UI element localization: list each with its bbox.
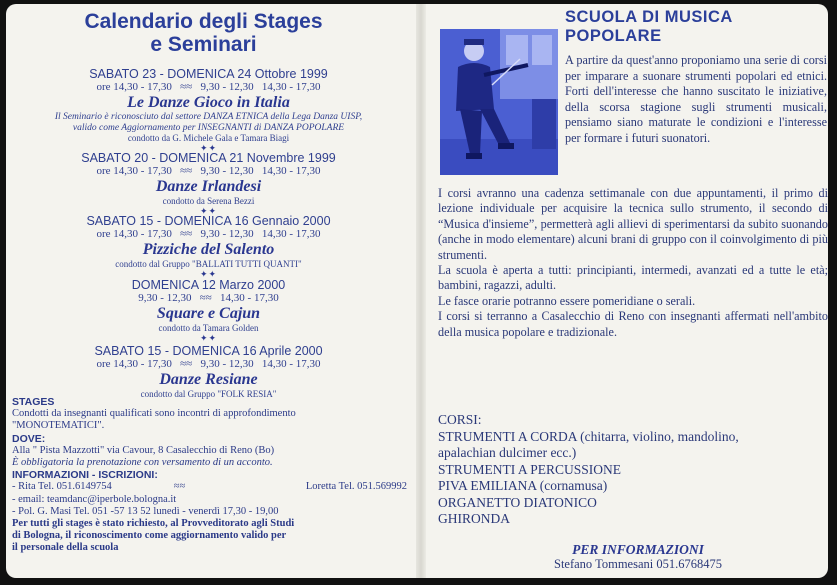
course-item: STRUMENTI A PERCUSSIONE <box>438 461 622 477</box>
course-item: PIVA EMILIANA (cornamusa) <box>438 478 608 493</box>
event-date: SABATO 23 - DOMENICA 24 Ottobre 1999 <box>89 67 328 81</box>
courses-heading: CORSI: <box>438 412 482 427</box>
paragraph-audience: La scuola è aperta a tutti: principianti, intermedi, avanzati ed a tutte le età; bambini, ragazzi, adulti. <box>438 263 828 293</box>
course-item: ORGANETTO DIATONICO <box>438 494 597 510</box>
school-title-line2: POPOLARE <box>565 27 662 45</box>
event-conductor: condotto dal Gruppo "BALLATI TUTTI QUANTI" <box>115 259 302 269</box>
event-title: Danze Resiane <box>159 371 258 388</box>
paragraph-location: I corsi si terranno a Casalecchio di Reno con insegnanti affermati nell'ambito della musica popolare e tradizionale. <box>438 309 828 339</box>
violinist-illustration <box>440 29 558 175</box>
calendar-title <box>6 10 401 56</box>
courses-list <box>438 412 828 528</box>
contact-pol-masi: - Pol. G. Masi Tel. 051 -57 13 52 lunedì - venerdì 17,30 - 19,00 <box>12 505 279 517</box>
event-title: Le Danze Gioco in Italia <box>127 94 290 111</box>
event-conductor: condotto dal Gruppo "FOLK RESIA" <box>140 389 277 399</box>
contact-line: Stefano Tommesani 051.6768475 <box>554 557 722 571</box>
event-3 <box>6 214 411 279</box>
event-note: valido come Aggiornamento per INSEGNANTI di DANZA POPOLARE <box>72 122 345 133</box>
brochure-page <box>6 4 828 578</box>
contact-email: - email: teamdanc@iperbole.bologna.it <box>12 493 177 505</box>
diamond-ornament-icon: ✦✦ <box>199 269 218 279</box>
squiggle-ornament-icon: ≈≈ <box>173 481 186 493</box>
dove-heading: DOVE: <box>12 432 46 445</box>
contact-loretta: Loretta Tel. 051.569992 <box>305 481 407 493</box>
musician-photo <box>440 29 558 175</box>
info-section <box>12 396 407 555</box>
contact-rita: - Rita Tel. 051.6149754 <box>12 481 112 493</box>
accreditation-note: il personale della scuola <box>12 542 119 554</box>
event-date: SABATO 20 - DOMENICA 21 Novembre 1999 <box>81 151 336 165</box>
event-date: DOMENICA 12 Marzo 2000 <box>131 278 286 292</box>
course-item: STRUMENTI A CORDA (chitarra, violino, mandolino, <box>438 428 739 444</box>
info-heading: PER INFORMAZIONI <box>572 542 704 557</box>
event-4 <box>6 278 411 343</box>
calendar-title-line2: e Seminari <box>150 33 257 56</box>
page-fold <box>416 4 426 578</box>
event-times: 9,30 - 12,30 ≈≈ 14,30 - 17,30 <box>138 292 279 304</box>
event-date: SABATO 15 - DOMENICA 16 Aprile 2000 <box>94 344 323 358</box>
event-2 <box>6 151 411 216</box>
phone-row <box>12 481 407 493</box>
accreditation-note: Per tutti gli stages è stato richiesto, al Provveditorato agli Studi <box>12 518 295 530</box>
diamond-ornament-icon: ✦✦ <box>199 206 218 216</box>
course-item: apalachian dulcimer ecc.) <box>438 445 577 460</box>
school-title <box>565 8 828 46</box>
accreditation-note: di Bologna, il riconoscimento come aggiornamento valido per <box>12 530 287 542</box>
event-date: SABATO 15 - DOMENICA 16 Gennaio 2000 <box>86 214 331 228</box>
event-conductor: condotto da Tamara Golden <box>158 323 259 333</box>
stages-text: Condotti da insegnanti qualificati sono incontri di approfondimento <box>12 408 296 420</box>
course-item: GHIRONDA <box>438 511 510 526</box>
event-times: ore 14,30 - 17,30 ≈≈ 9,30 - 12,30 14,30 - 17,30 <box>96 358 321 370</box>
intro-paragraph: A partire da quest'anno proponiamo una serie di corsi per imparare a suonare strumenti popolari ed etnici. Forti dell'interesse che hanno suscitato le iniziative, della scorsa stagione sugli strumenti musicali, pensiamo siano maturate le condizioni e l'interesse per formare i futuri suonatori. <box>565 53 827 145</box>
left-column <box>6 4 411 578</box>
venue-address: Alla " Pista Mazzotti" via Cavour, 8 Casalecchio di Reno (Bo) <box>12 444 275 456</box>
diamond-ornament-icon: ✦✦ <box>199 143 218 153</box>
paragraph-times: Le fasce orarie potranno essere pomeridiane o serali. <box>438 293 696 308</box>
stages-heading: STAGES <box>12 396 55 408</box>
booking-note: È obbligatoria la prenotazione con versamento di un acconto. <box>12 457 273 469</box>
event-5 <box>6 344 411 400</box>
event-times: ore 14,30 - 17,30 ≈≈ 9,30 - 12,30 14,30 - 17,30 <box>96 165 321 177</box>
event-1 <box>6 67 411 153</box>
event-times: ore 14,30 - 17,30 ≈≈ 9,30 - 12,30 14,30 - 17,30 <box>96 228 321 240</box>
right-column <box>428 4 828 578</box>
calendar-title-line1: Calendario degli Stages <box>84 10 323 33</box>
diamond-ornament-icon: ✦✦ <box>199 333 218 343</box>
event-times: ore 14,30 - 17,30 ≈≈ 9,30 - 12,30 14,30 - 17,30 <box>96 81 321 93</box>
school-title-line1: SCUOLA DI MUSICA <box>565 8 733 26</box>
course-description <box>438 186 828 340</box>
event-conductor: condotto da Serena Bezzi <box>162 196 255 206</box>
event-note: Il Seminario è riconosciuto dal settore DANZA ETNICA della Lega Danza UISP, <box>54 112 363 122</box>
event-conductor: condotto da G. Michele Gala e Tamara Biagi <box>127 133 290 143</box>
paragraph-schedule: I corsi avranno una cadenza settimanale con due appuntamenti, il primo di lezione individuale per acquisire la tecnica sullo strumento, il secondo di “Musica d'insieme”, permetterà agli allievi di sperimentarsi da subito suonando (anche in modo elementare) alcuni brani di gruppo con il coinvolgimento di più strumenti. <box>438 186 828 262</box>
event-title: Pizziche del Salento <box>142 241 275 258</box>
event-title: Square e Cajun <box>156 305 261 322</box>
contacts-heading: INFORMAZIONI - ISCRIZIONI: <box>12 469 158 482</box>
stages-text: "MONOTEMATICI". <box>12 420 105 432</box>
event-title: Danze Irlandesi <box>155 178 262 195</box>
